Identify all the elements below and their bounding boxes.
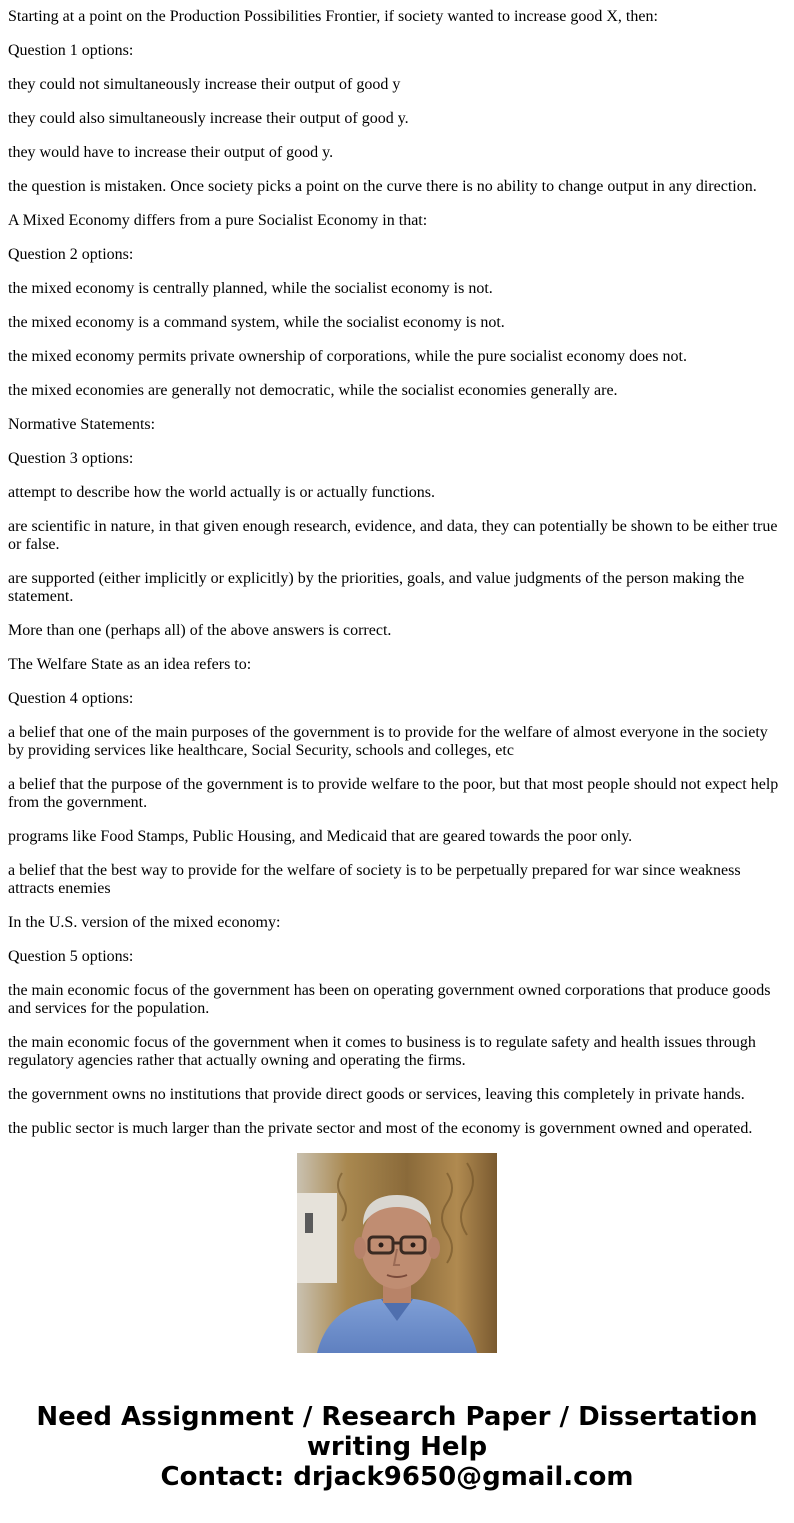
question-3-option-2: are scientific in nature, in that given enough research, evidence, and data, they can potentially be shown to be either true or false. <box>8 518 778 553</box>
avatar-portrait-icon <box>297 1153 497 1353</box>
question-1-option-3: they would have to increase their output of good y. <box>8 144 334 161</box>
question-2-option-2: the mixed economy is a command system, while the socialist economy is not. <box>8 314 505 331</box>
question-4-option-2: a belief that the purpose of the government is to provide welfare to the poor, but that most people should not expect help from the government. <box>8 776 779 811</box>
question-3-prompt: Normative Statements: <box>8 416 156 433</box>
question-5-option-4: the public sector is much larger than the private sector and most of the economy is government owned and operated. <box>8 1120 753 1137</box>
footer-contact-email: Contact: drjack9650@gmail.com <box>160 1462 634 1492</box>
footer-line-2: writing Help <box>306 1432 488 1462</box>
question-5-option-2: the main economic focus of the government when it comes to business is to regulate safety and health issues through regulatory agencies rather that actually owning and operating the firms. <box>8 1034 756 1069</box>
question-4-option-4: a belief that the best way to provide for the welfare of society is to be perpetually prepared for war since weakness attracts enemies <box>8 862 741 897</box>
question-3-options-label: Question 3 options: <box>8 450 134 467</box>
question-1-option-2: they could also simultaneously increase their output of good y. <box>8 110 409 127</box>
avatar <box>297 1153 497 1353</box>
question-2-option-4: the mixed economies are generally not democratic, while the socialist economies generally are. <box>8 382 618 399</box>
question-4-option-1: a belief that one of the main purposes of the government is to provide for the welfare of almost everyone in the society by providing services like healthcare, Social Security, schools and colleges, etc <box>8 724 768 759</box>
question-5-options-label: Question 5 options: <box>8 948 134 965</box>
question-1-option-4: the question is mistaken. Once society picks a point on the curve there is no ability to change output in any direction. <box>8 178 757 195</box>
question-1-prompt: Starting at a point on the Production Possibilities Frontier, if society wanted to increase good X, then: <box>8 8 658 25</box>
question-3-option-3: are supported (either implicitly or explicitly) by the priorities, goals, and value judgments of the person making the statement. <box>8 570 745 605</box>
question-2-prompt: A Mixed Economy differs from a pure Socialist Economy in that: <box>8 212 428 229</box>
question-2-option-1: the mixed economy is centrally planned, while the socialist economy is not. <box>8 280 493 297</box>
footer-contact-banner <box>0 1402 794 1492</box>
question-5-prompt: In the U.S. version of the mixed economy: <box>8 914 281 931</box>
question-5-option-1: the main economic focus of the government has been on operating government owned corporations that produce goods and services for the population. <box>8 982 771 1017</box>
question-4-prompt: The Welfare State as an idea refers to: <box>8 656 252 673</box>
question-4-option-3: programs like Food Stamps, Public Housing, and Medicaid that are geared towards the poor only. <box>8 828 633 845</box>
question-3-option-1: attempt to describe how the world actually is or actually functions. <box>8 484 435 501</box>
question-content <box>8 0 786 1137</box>
question-1-options-label: Question 1 options: <box>8 42 134 59</box>
question-5-option-3: the government owns no institutions that provide direct goods or services, leaving this completely in private hands. <box>8 1086 745 1103</box>
question-1-option-1: they could not simultaneously increase their output of good y <box>8 76 401 93</box>
question-2-option-3: the mixed economy permits private ownership of corporations, while the pure socialist economy does not. <box>8 348 687 365</box>
question-4-options-label: Question 4 options: <box>8 690 134 707</box>
question-3-option-4: More than one (perhaps all) of the above answers is correct. <box>8 622 392 639</box>
footer-line-1: Need Assignment / Research Paper / Dissertation <box>36 1402 758 1432</box>
question-2-options-label: Question 2 options: <box>8 246 134 263</box>
